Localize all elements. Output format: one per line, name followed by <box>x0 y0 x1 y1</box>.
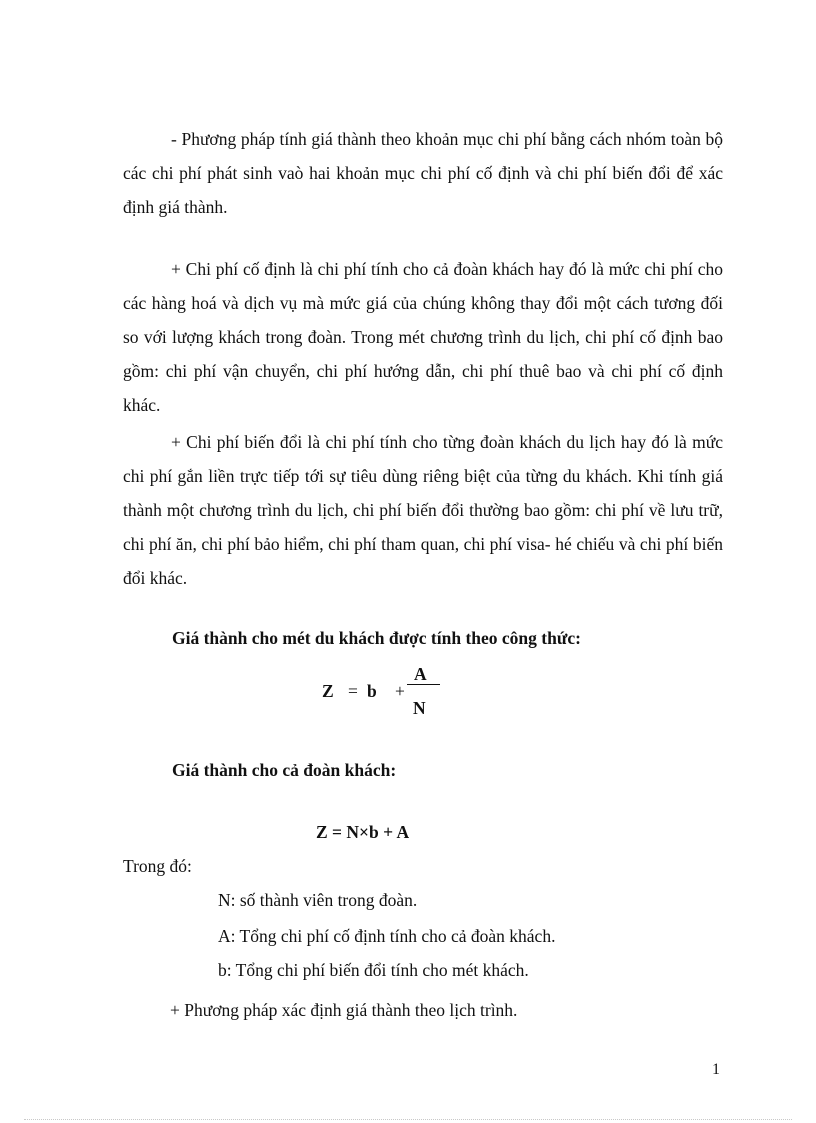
definition-n: N: số thành viên trong đoàn. <box>218 890 418 910</box>
paragraph-fixed-cost: + Chi phí cố định là chi phí tính cho cả đoàn khách hay đó là mức chi phí cho các hàng hoá và dịch vụ mà mức giá của chúng không thay đổi một cách tương đối so với lượng khách trong đoàn. Trong mét chương trình du lịch, chi phí cố định bao gồm: chi phí vận chuyển, chi phí hướng dẫn, chi phí thuê bao và chi phí cố định khác. <box>123 259 723 415</box>
paragraph-method-by-cost-item: - Phương pháp tính giá thành theo khoản mục chi phí bằng cách nhóm toàn bộ các chi phí phát sinh vaò hai khoản mục chi phí cố định và chi phí biến đổi để xác định giá thành. <box>123 129 723 217</box>
page-number: 1 <box>712 1061 720 1078</box>
formula-denominator: N <box>413 698 426 718</box>
definition-a: A: Tổng chi phí cố định tính cho cả đoàn khách. <box>218 926 556 946</box>
where-label: Trong đó: <box>123 856 192 876</box>
formula-b: b <box>367 681 377 701</box>
formula-plus: + <box>395 681 405 701</box>
heading-per-guest-formula: Giá thành cho mét du khách được tính theo công thức: <box>172 628 581 648</box>
paragraph-variable-cost: + Chi phí biến đổi là chi phí tính cho từng đoàn khách du lịch hay đó là mức chi phí gắn liền trực tiếp tới sự tiêu dùng riêng biệt của từng du khách. Khi tính giá thành một chương trình du lịch, chi phí biến đổi thường bao gồm: chi phí về lưu trữ, chi phí ăn, chi phí bảo hiểm, chi phí tham quan, chi phí visa- hé chiếu và chi phí biến đổi khác. <box>123 432 723 588</box>
formula-group: Z = N×b + A <box>316 822 410 842</box>
closing-line: + Phương pháp xác định giá thành theo lịch trình. <box>170 1000 518 1020</box>
heading-group-formula: Giá thành cho cả đoàn khách: <box>172 760 397 780</box>
formula-per-guest <box>318 664 458 724</box>
fraction-bar <box>407 684 440 685</box>
page-bottom-divider <box>24 1119 792 1120</box>
formula-z: Z <box>322 681 334 701</box>
definition-b: b: Tổng chi phí biến đổi tính cho mét khách. <box>218 960 529 980</box>
formula-numerator: A <box>414 664 427 684</box>
formula-equals: = <box>348 681 358 701</box>
